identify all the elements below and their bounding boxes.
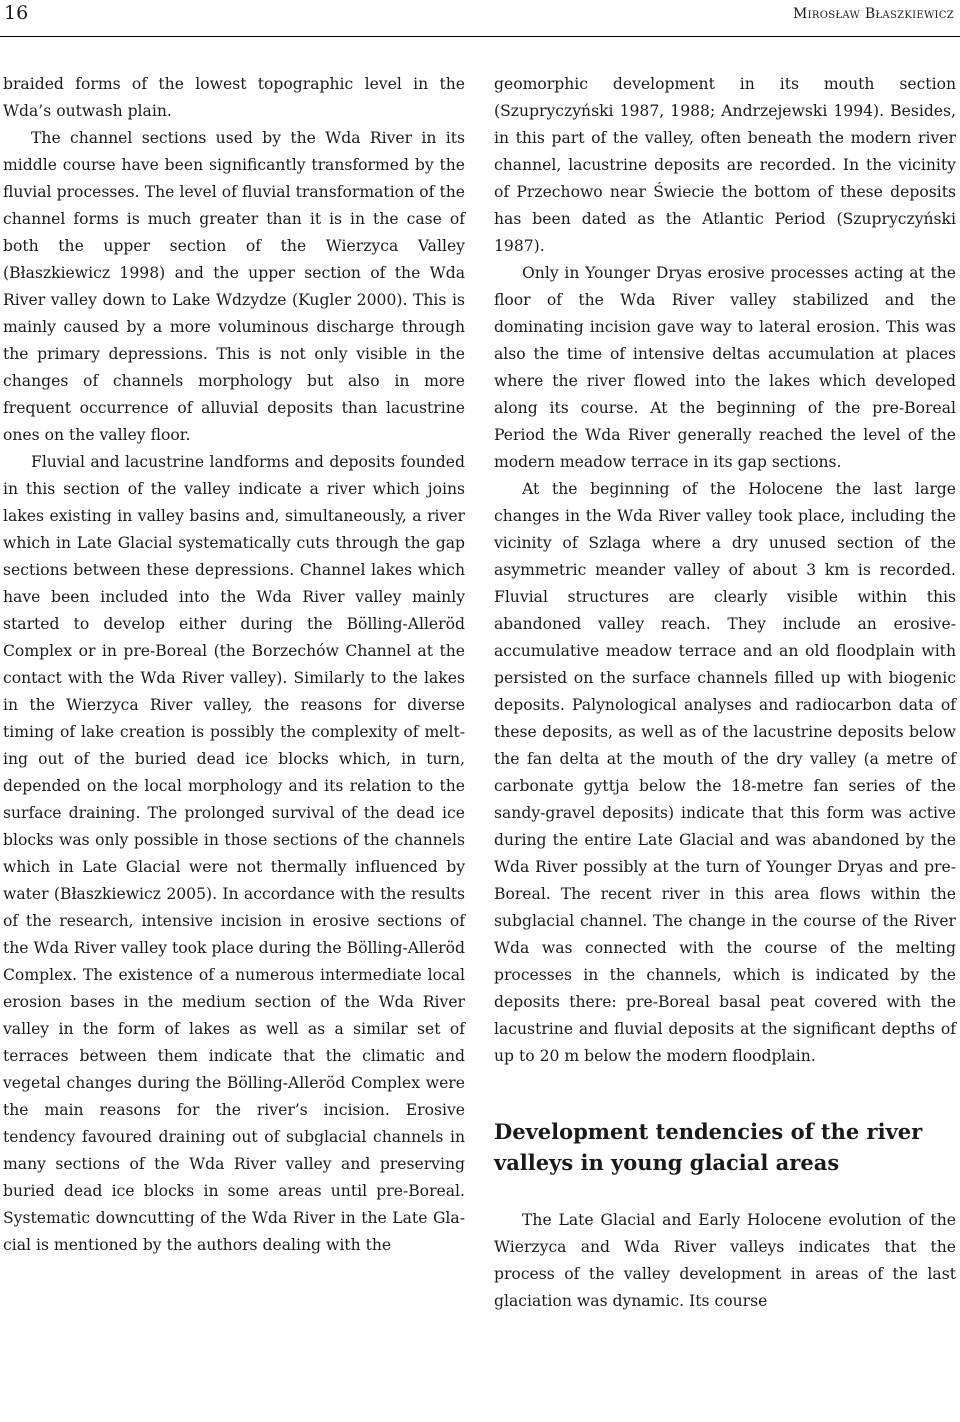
section-heading: Development tendencies of the river valleys in young glacial areas <box>494 1119 923 1175</box>
page-header <box>0 0 960 36</box>
header-divider <box>0 36 960 37</box>
paragraph: Fluvial and lacustrine landforms and deposits founded in this section of the valley indicate a river which joins lakes existing in valley basins and, simultaneously, a river which in Late Glacial systematically cuts through the gap sections between these depressions. Channel lakes which have been included into the Wda River valley mainly started to develop either during the Bölling-Alleröd Complex or in pre-Boreal (the Borzechów Channel at the contact with the Wda River valley). Similarly to the lakes in the Wierzyca River valley, the reasons for diverse timing of lake creation is possibly the complexity of melting out of the buried dead ice blocks which, in turn, depended on the local morphology and its relation to the surface draining. The prolonged survival of the dead ice blocks was only possible in those sections of the channels which in Late Glacial were not thermally influenced by water (Błaszkiewicz 2005). In accordance with the results of the research, intensive incision in erosive sections of the Wda River valley took place during the Bölling-Alleröd Complex. The existence of a numerous intermediate local erosion bases in the medium section of the Wda River valley in the form of lakes as well as a similar set of terraces between them indicate that the climatic and vegetal changes during the Bölling-Alleröd Complex were the main reasons for the river’s incision. Erosive tendency favoured draining out of subglacial channels in many sections of the Wda River valley and preserving buried dead ice blocks in some areas until pre-Boreal. Systematic downcutting of the Wda River in the Late Glacial is mentioned by the authors dealing with the <box>3 453 465 1254</box>
paragraph: The Late Glacial and Early Holocene evolution of the Wierzyca and Wda River valleys indicates that the process of the valley development in areas of the last glaciation was dynamic. Its course <box>494 1211 956 1310</box>
paragraph-continuation: geomorphic development in its mouth section (Szupryczyński 1987, 1988; Andrzejewski 1994). Besides, in this part of the valley, often beneath the modern river channel, lacustrine deposits are recorded. In the vicinity of Przechowo near Świecie the bottom of these deposits has been dated as the Atlantic Period (Szupryczyński 1987). <box>494 75 956 255</box>
page-number: 16 <box>4 2 29 24</box>
right-column <box>494 71 956 1315</box>
paragraph-continuation: braided forms of the lowest topographic level in the Wda’s outwash plain. <box>3 75 465 120</box>
paragraph: Only in Younger Dryas erosive processes acting at the floor of the Wda River valley stabilized and the dominating incision gave way to lateral erosion. This was also the time of intensive deltas accumulation at places where the river flowed into the lakes which developed along its course. At the beginning of the pre-Boreal Period the Wda River generally reached the level of the modern meadow terrace in its gap sections. <box>494 264 956 471</box>
paragraph: At the beginning of the Holocene the last large changes in the Wda River valley took place, including the vicinity of Szlaga where a dry unused section of the asymmetric meander valley of about 3 km is recorded. Fluvial structures are clearly visible within this abandoned valley reach. They include an erosive-accumulative meadow terrace and an old floodplain with persisted on the surface channels filled up with biogenic deposits. Palynological analyses and radiocarbon data of these deposits, as well as of the lacustrine deposits below the fan delta at the mouth of the dry valley (a metre of carbonate gyttja below the 18-metre fan series of the sandy-gravel deposits) indicate that this form was active during the entire Late Glacial and was abandoned by the Wda River possibly at the turn of Younger Dryas and pre-Boreal. The recent river in this area flows within the subglacial channel. The change in the course of the River Wda was connected with the course of the melting processes in the channels, which is indicated by the deposits there: pre-Boreal basal peat covered with the lacustrine and fluvial deposits at the significant depths of up to 20 m below the modern floodplain. <box>494 480 956 1065</box>
paragraph: The channel sections used by the Wda River in its middle course have been significantly transformed by the fluvial processes. The level of fluvial transformation of the channel forms is much greater than it is in the case of both the upper section of the Wierzyca Valley (Błaszkiewicz 1998) and the upper section of the Wda River valley down to Lake Wdzydze (Kugler 2000). This is mainly caused by a more voluminous discharge through the primary depressions. This is not only visible in the changes of channels morphology but also in more frequent occurrence of alluvial deposits than lacustrine ones on the valley floor. <box>3 129 465 444</box>
left-column <box>3 71 465 1259</box>
running-head-author: Mirosław Błaszkiewicz <box>793 6 954 22</box>
